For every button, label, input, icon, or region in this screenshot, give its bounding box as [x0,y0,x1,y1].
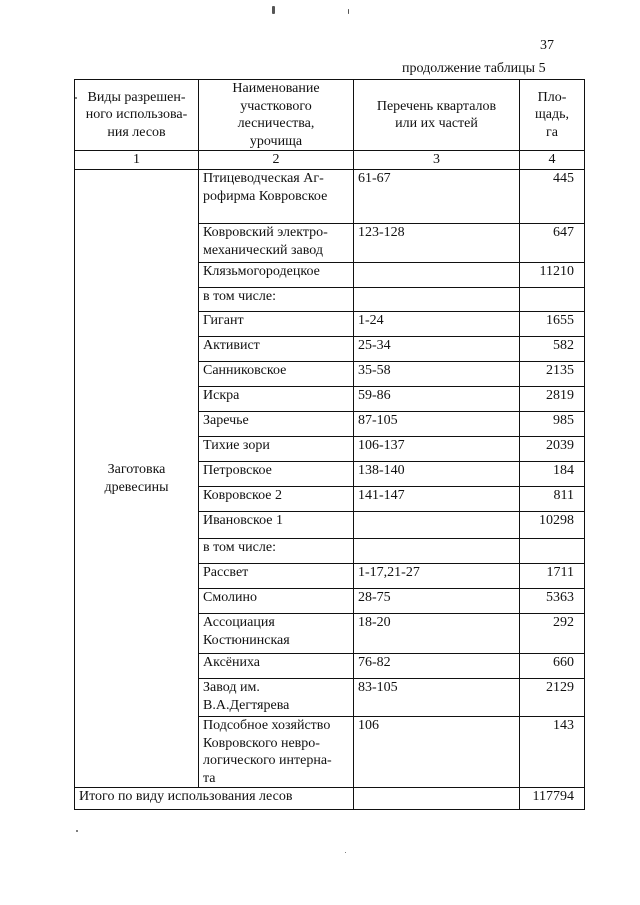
area-value [520,539,585,564]
area-value: 2819 [520,387,585,412]
quarters-list [354,263,520,288]
table-continuation-caption: продолжение таблицы 5 [402,61,546,76]
quarters-list: 59-86 [354,387,520,412]
scan-speck [76,830,78,832]
area-value: 985 [520,412,585,437]
area-value: 445 [520,170,585,224]
quarters-list: 76-82 [354,654,520,679]
forestry-name: Тихие зори [199,437,354,462]
area-value: 5363 [520,589,585,614]
area-value: 184 [520,462,585,487]
column-number-row [75,151,585,170]
column-number: 2 [199,151,354,170]
header-kind: Виды разрешен- ного использова- ния лесов [75,80,199,151]
area-value: 11210 [520,263,585,288]
quarters-list [354,288,520,312]
use-kind-cell: Заготовка древесины [75,170,199,788]
quarters-list: 106-137 [354,437,520,462]
header-forestry: Наименование участкового лесничества, урочища [199,80,354,151]
area-value: 292 [520,614,585,654]
quarters-list: 25-34 [354,337,520,362]
scan-speck [345,852,346,853]
forestry-name: Клязьмогородецкое [199,263,354,288]
forestry-name: Ивановское 1 [199,512,354,539]
forestry-name: Санниковское [199,362,354,387]
quarters-list: 1-17,21-27 [354,564,520,589]
column-number: 3 [354,151,520,170]
header-area: Пло- щадь, га [520,80,585,151]
area-value [520,288,585,312]
quarters-list: 141-147 [354,487,520,512]
quarters-list [354,512,520,539]
column-number: 1 [75,151,199,170]
forestry-name: Ковровское 2 [199,487,354,512]
area-value: 2129 [520,679,585,717]
forestry-name: Гигант [199,312,354,337]
total-quarters [354,788,520,810]
area-value: 10298 [520,512,585,539]
forestry-name: Ассоциация Костюнинская [199,614,354,654]
forestry-name: Активист [199,337,354,362]
quarters-list: 1-24 [354,312,520,337]
area-value: 660 [520,654,585,679]
forestry-name: Аксёниха [199,654,354,679]
area-value: 143 [520,717,585,788]
quarters-list: 138-140 [354,462,520,487]
quarters-list [354,539,520,564]
forestry-name: в том числе: [199,539,354,564]
quarters-list: 35-58 [354,362,520,387]
forestry-name: Петровское [199,462,354,487]
forestry-name: Искра [199,387,354,412]
forestry-name: Подсобное хозяйство Ковровского невро- логического интерна- та [199,717,354,788]
table-row [75,170,585,224]
quarters-list: 18-20 [354,614,520,654]
quarters-list: 83-105 [354,679,520,717]
quarters-list: 106 [354,717,520,788]
forestry-name: Рассвет [199,564,354,589]
area-value: 2135 [520,362,585,387]
forestry-name: Ковровский электро- механический завод [199,224,354,263]
area-value: 2039 [520,437,585,462]
area-value: 582 [520,337,585,362]
area-value: 1655 [520,312,585,337]
scan-speck [272,6,275,14]
forestry-name: Заречье [199,412,354,437]
header-row [75,80,585,151]
quarters-list: 123-128 [354,224,520,263]
quarters-list: 61-67 [354,170,520,224]
header-quarters: Перечень кварталов или их частей [354,80,520,151]
scan-speck [348,9,349,14]
area-value: 647 [520,224,585,263]
total-row [75,788,585,810]
page-number: 37 [540,38,554,53]
column-number: 4 [520,151,585,170]
area-value: 1711 [520,564,585,589]
scan-speck [75,97,77,99]
quarters-list: 87-105 [354,412,520,437]
quarters-list: 28-75 [354,589,520,614]
total-label: Итого по виду использования лесов [75,788,354,810]
total-area: 117794 [520,788,585,810]
area-value: 811 [520,487,585,512]
forest-use-table [74,79,585,810]
forestry-name: Смолино [199,589,354,614]
forestry-name: в том числе: [199,288,354,312]
forestry-name: Птицеводческая Аг- рофирма Ковровское [199,170,354,224]
forestry-name: Завод им. В.А.Дегтярева [199,679,354,717]
